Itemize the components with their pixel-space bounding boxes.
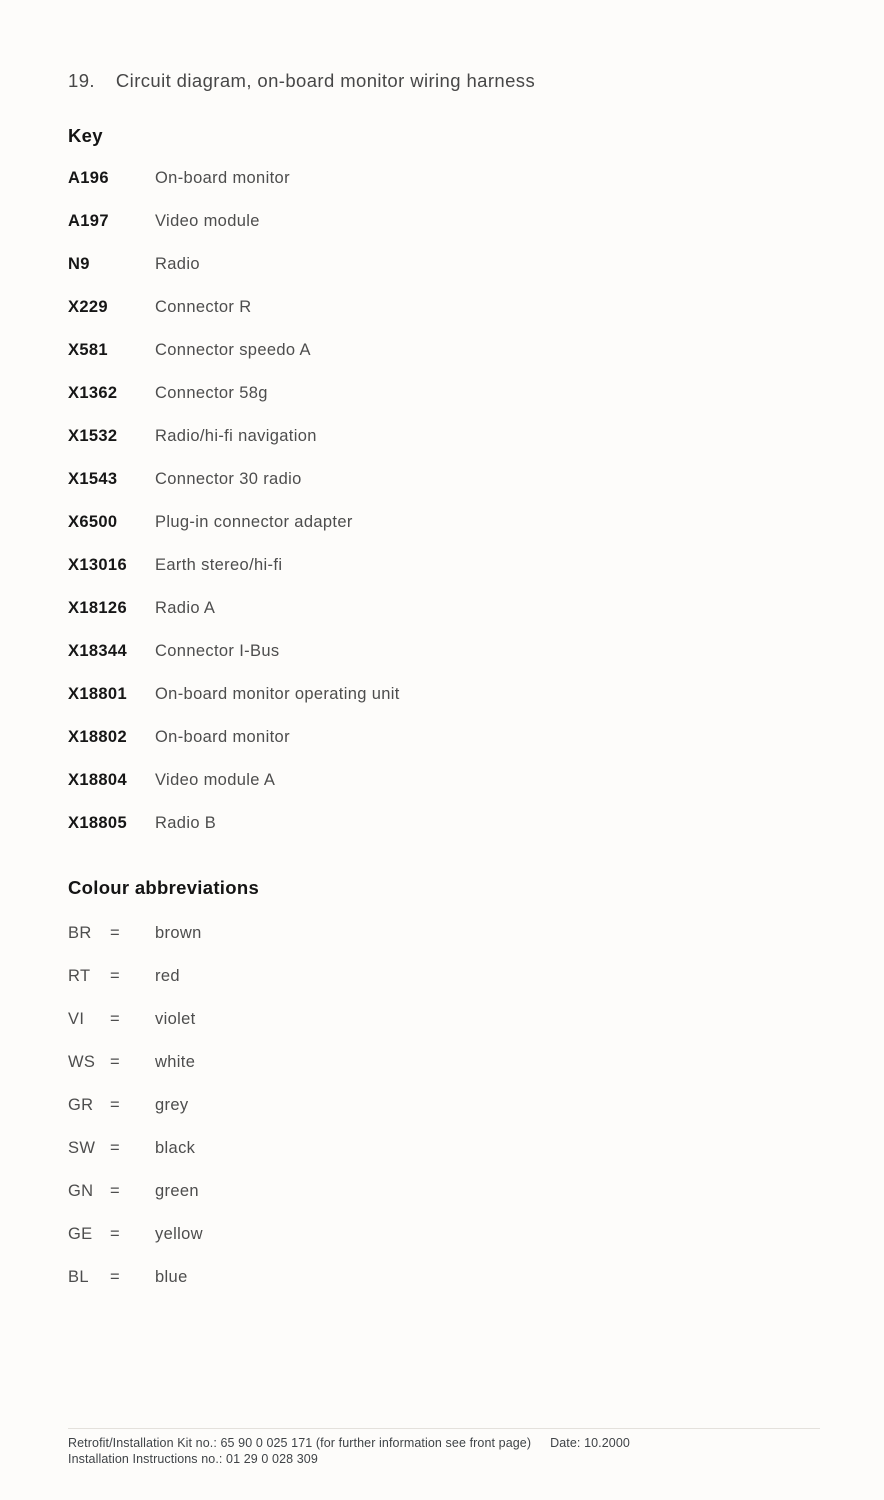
key-label: Connector speedo A [155,341,311,359]
key-row [68,415,820,458]
equals-sign: = [110,1053,120,1071]
colour-row [68,955,820,998]
colour-abbr: VI [68,1010,85,1028]
colour-abbr: RT [68,967,91,985]
key-code: X18805 [68,814,127,832]
equals-sign: = [110,1096,120,1114]
key-row [68,630,820,673]
key-label: On-board monitor [155,728,290,746]
footer-date: Date: 10.2000 [550,1436,630,1450]
key-row [68,372,820,415]
key-row [68,673,820,716]
key-label: Plug-in connector adapter [155,513,353,531]
key-label: Earth stereo/hi-fi [155,556,283,574]
colour-name: white [155,1053,196,1071]
key-code: N9 [68,255,90,273]
key-label: Radio/hi-fi navigation [155,427,317,445]
key-label: Video module A [155,771,276,789]
colour-name: yellow [155,1225,203,1243]
footer-kit-line [68,1435,820,1451]
section-title-text: Circuit diagram, on-board monitor wiring harness [115,70,536,91]
equals-sign: = [110,1010,120,1028]
colour-abbr: BL [68,1268,89,1286]
equals-sign: = [110,924,120,942]
colour-row [68,998,820,1041]
key-code: X1543 [68,470,118,488]
colour-row [68,912,820,955]
colour-abbr: WS [68,1053,96,1071]
equals-sign: = [110,1225,120,1243]
colour-name: violet [155,1010,196,1028]
equals-sign: = [110,1182,120,1200]
key-row [68,243,820,286]
colour-abbr: GR [68,1096,94,1114]
page-title [68,70,820,92]
colour-row [68,1256,820,1299]
key-label: Radio A [155,599,216,617]
key-label: Radio B [155,814,217,832]
key-row [68,802,820,845]
colour-row [68,1213,820,1256]
colour-abbr: GN [68,1182,94,1200]
key-code: X18802 [68,728,127,746]
key-code: X229 [68,298,108,316]
colour-name: black [155,1139,196,1157]
key-code: X18804 [68,771,127,789]
key-code: X6500 [68,513,118,531]
colour-row [68,1127,820,1170]
key-row [68,286,820,329]
colour-abbr: BR [68,924,92,942]
key-heading: Key [68,125,103,146]
key-label: Video module [155,212,260,230]
key-label: Radio [155,255,200,273]
key-row [68,759,820,802]
key-label: On-board monitor operating unit [155,685,400,703]
key-list [68,157,820,845]
key-row [68,501,820,544]
key-label: Connector I-Bus [155,642,280,660]
page-footer [68,1428,820,1467]
section-number: 19. [68,70,95,91]
key-label: Connector 58g [155,384,268,402]
equals-sign: = [110,1268,120,1286]
colour-abbreviations-heading: Colour abbreviations [68,877,260,898]
colour-name: brown [155,924,202,942]
key-code: A197 [68,212,109,230]
key-label: On-board monitor [155,169,290,187]
key-code: X13016 [68,556,127,574]
footer-instructions-number: Installation Instructions no.: 01 29 0 028 309 [68,1452,318,1466]
key-row [68,157,820,200]
colour-row [68,1041,820,1084]
key-row [68,329,820,372]
key-row [68,587,820,630]
key-label: Connector R [155,298,252,316]
key-row [68,200,820,243]
colour-name: blue [155,1268,188,1286]
key-code: A196 [68,169,109,187]
equals-sign: = [110,1139,120,1157]
colour-abbr: GE [68,1225,93,1243]
colour-name: green [155,1182,199,1200]
key-code: X18344 [68,642,127,660]
key-row [68,716,820,759]
colour-row [68,1084,820,1127]
equals-sign: = [110,967,120,985]
key-label: Connector 30 radio [155,470,302,488]
key-code: X1362 [68,384,118,402]
colour-name: grey [155,1096,189,1114]
key-row [68,544,820,587]
key-code: X581 [68,341,108,359]
key-code: X1532 [68,427,118,445]
key-code: X18801 [68,685,127,703]
colour-list [68,912,820,1299]
colour-row [68,1170,820,1213]
key-code: X18126 [68,599,127,617]
colour-name: red [155,967,180,985]
footer-kit-number: Retrofit/Installation Kit no.: 65 90 0 025 171 (for further information see front page) [68,1436,532,1450]
colour-abbr: SW [68,1139,96,1157]
key-row [68,458,820,501]
